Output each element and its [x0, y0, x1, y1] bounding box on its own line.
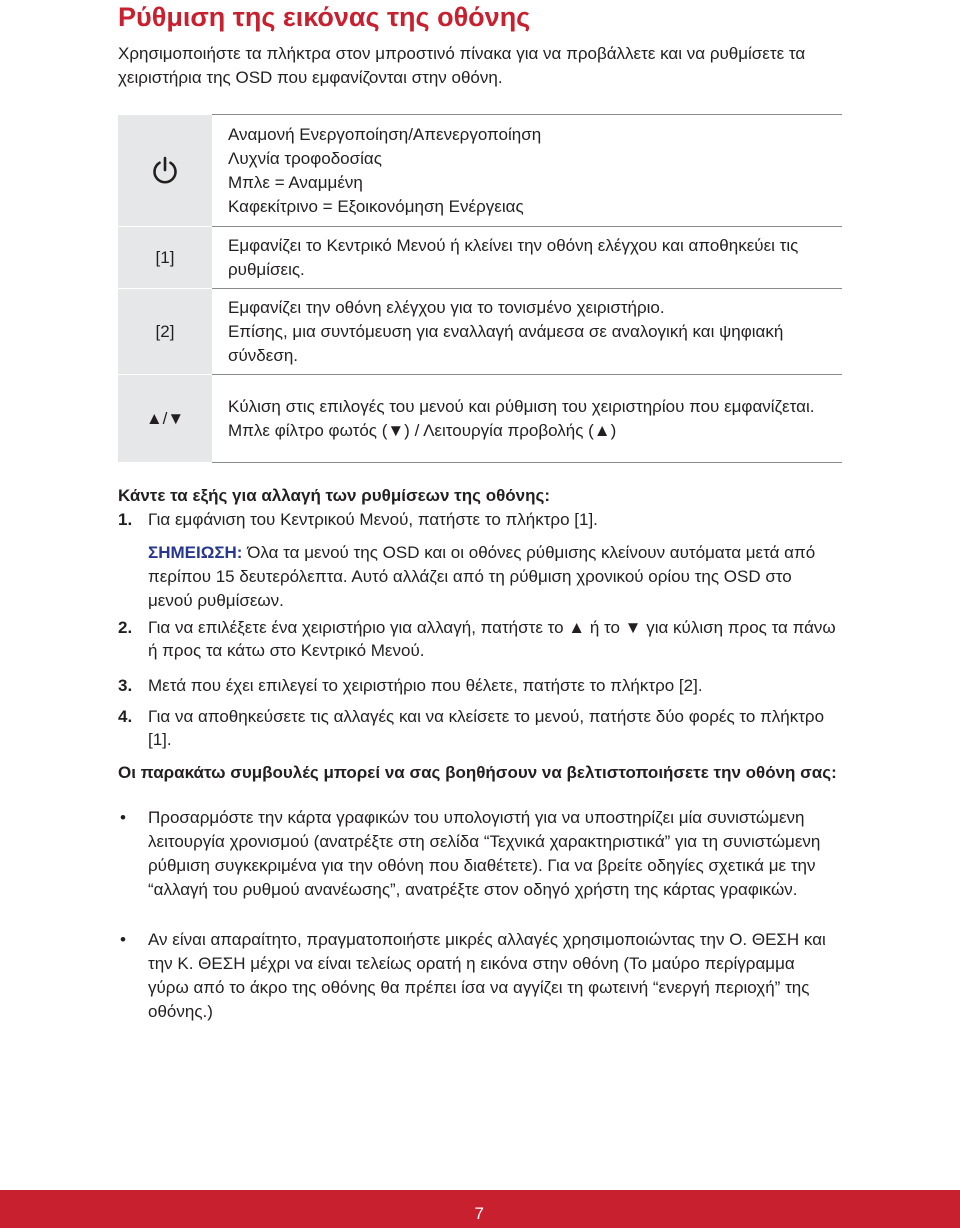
intro-paragraph: Χρησιμοποιήστε τα πλήκτρα στον μπροστινό πίνακα για να προβάλλετε και να ρυθμίσετε τα χειριστήρια της OSD που εμφανίζονται στην οθόνη. [118, 44, 806, 87]
tips-heading: Οι παρακάτω συμβουλές μπορεί να σας βοηθήσουν να βελτιστοποιήσετε την οθόνη σας: [118, 763, 837, 782]
control-desc-line: Μπλε φίλτρο φωτός (▼) / Λειτουργία προβολής (▲) [228, 420, 617, 440]
step-number: 1. [118, 510, 133, 529]
control-key-2: [2] [118, 289, 212, 375]
tip-item [118, 806, 840, 902]
control-desc-line: Κύλιση στις επιλογές του μενού και ρύθμιση του χειριστηρίου που εμφανίζεται. [228, 396, 815, 416]
control-row-arrows [118, 375, 842, 463]
control-desc-line: Λυχνία τροφοδοσίας [228, 148, 382, 168]
tip-text: Προσαρμόστε την κάρτα γραφικών του υπολογιστή για να υποστηρίζει μία συνιστώμενη λειτουργία χρονισμού (ανατρέξτε στη σελίδα “Τεχνικά χαρακτηριστικά” για τη συνιστώμενη ρύθμιση συγκεκριμένα για την οθόνη που διαθέτετε). Για να βρείτε οδηγίες σχετικά με την “αλλαγή του ρυθμού ανανέωσης”, ανατρέξτε στον οδηγό χρήστη της κάρτας γραφικών. [148, 808, 821, 899]
control-desc-line: Εμφανίζει το Κεντρικό Μενού ή κλείνει την οθόνη ελέγχου και αποθηκεύει τις ρυθμίσεις. [228, 235, 799, 279]
control-desc-1 [212, 227, 842, 289]
control-key-arrows: ▲/▼ [118, 375, 212, 463]
control-desc-arrows [212, 375, 842, 463]
steps-heading: Κάντε τα εξής για αλλαγή των ρυθμίσεων της οθόνης: [118, 486, 551, 505]
step-number: 4. [118, 707, 133, 726]
control-desc-line: Εμφανίζει την οθόνη ελέγχου για το τονισμένο χειριστήριο. [228, 297, 665, 317]
page-title: Ρύθμιση της εικόνας της οθόνης [118, 2, 531, 32]
power-icon [151, 156, 179, 186]
note-paragraph [148, 541, 838, 613]
control-desc-line: Αναμονή Ενεργοποίηση/Απενεργοποίηση [228, 124, 542, 144]
control-desc-line: Καφεκίτρινο = Εξοικονόμηση Ενέργειας [228, 196, 524, 216]
control-key-power [118, 115, 212, 227]
control-desc-2 [212, 289, 842, 375]
step-text: Για να αποθηκεύσετε τις αλλαγές και να κλείσετε το μενού, πατήστε δύο φορές το πλήκτρο [1]. [148, 707, 825, 749]
note-label: ΣΗΜΕΙΩΣΗ: [148, 543, 243, 562]
footer-bar [0, 1190, 960, 1228]
control-key-1: [1] [118, 227, 212, 289]
bullet-dot: • [120, 808, 126, 827]
step-text: Για εμφάνιση του Κεντρικού Μενού, πατήστε το πλήκτρο [1]. [148, 510, 598, 529]
control-row-power [118, 115, 842, 227]
step-number: 3. [118, 676, 133, 695]
bullet-dot: • [120, 930, 126, 949]
note-text: Όλα τα μενού της OSD και οι οθόνες ρύθμισης κλείνουν αυτόματα μετά από περίπου 15 δευτερόλεπτα. Αυτό αλλάζει από τη ρύθμιση χρονικού ορίου της OSD στο μενού ρυθμίσεων. [148, 543, 816, 610]
control-row-1 [118, 227, 842, 289]
page-number: 7 [474, 1204, 484, 1223]
controls-table [118, 114, 842, 463]
step-item [118, 616, 840, 662]
step-item [118, 705, 840, 751]
step-item [118, 674, 840, 697]
tip-item [118, 928, 840, 1024]
control-row-2 [118, 289, 842, 375]
tip-text: Αν είναι απαραίτητο, πραγματοποιήστε μικρές αλλαγές χρησιμοποιώντας την Ο. ΘΕΣΗ και την Κ. ΘΕΣΗ μέχρι να είναι τελείως ορατή η εικόνα στην οθόνη (Το μαύρο περίγραμμα γύρω από το άκρο της οθόνης θα πρέπει ίσα να αγγίζει τη φωτεινή “ενεργή περιοχή” της οθόνης.) [148, 930, 826, 1021]
step-text: Για να επιλέξετε ένα χειριστήριο για αλλαγή, πατήστε το ▲ ή το ▼ για κύλιση προς τα πάνω ή προς τα κάτω στο Κεντρικό Μενού. [148, 618, 836, 660]
control-desc-power [212, 115, 842, 227]
control-desc-line: Μπλε = Αναμμένη [228, 172, 363, 192]
step-item [118, 508, 840, 531]
step-number: 2. [118, 618, 133, 637]
control-desc-line: Επίσης, μια συντόμευση για εναλλαγή ανάμεσα σε αναλογική και ψηφιακή σύνδεση. [228, 321, 784, 365]
step-text: Μετά που έχει επιλεγεί το χειριστήριο που θέλετε, πατήστε το πλήκτρο [2]. [148, 676, 703, 695]
